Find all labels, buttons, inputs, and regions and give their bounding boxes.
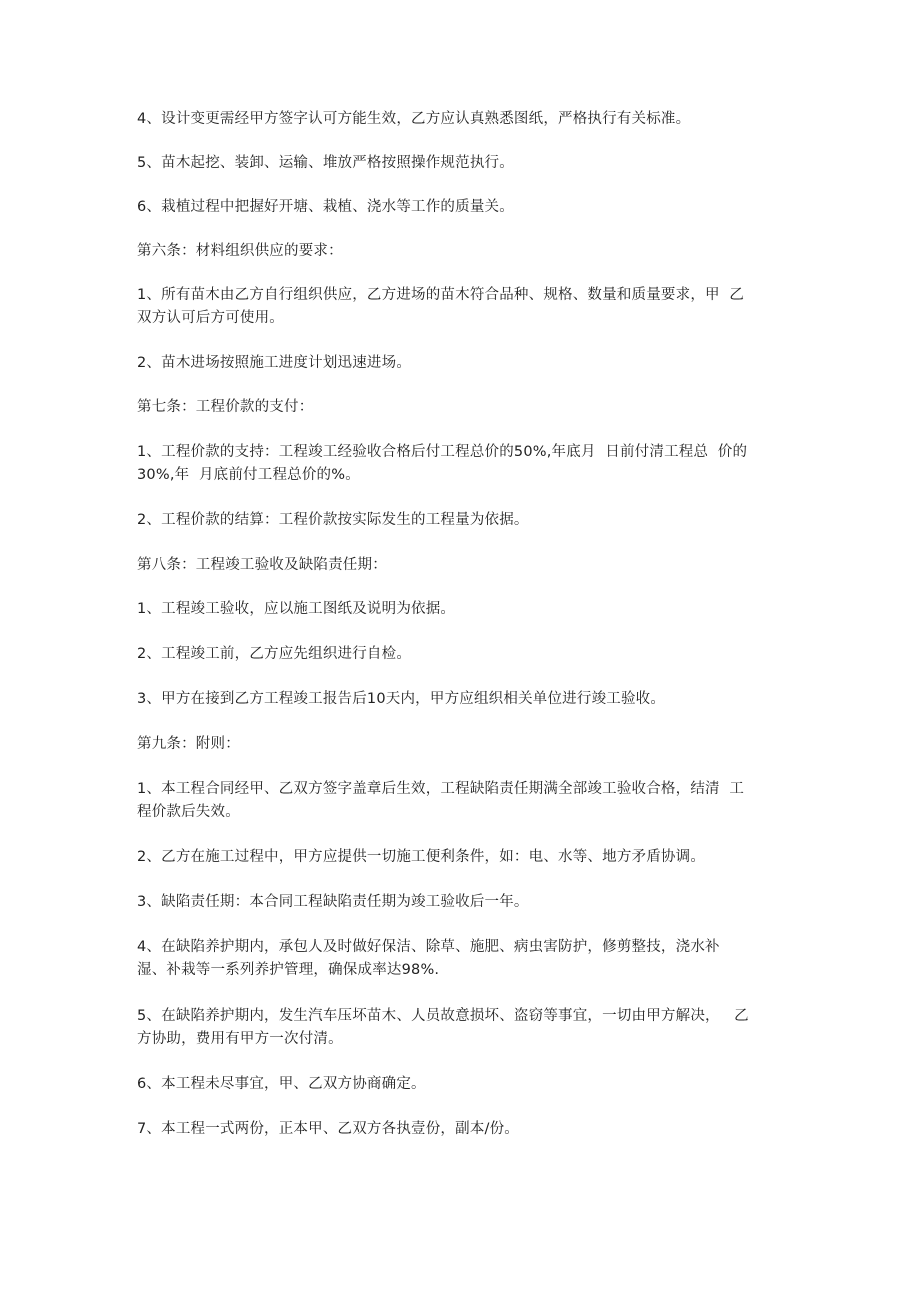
paragraph-clause-7-item-2	[137, 509, 777, 532]
text-line: 1、本工程合同经甲、乙双方签字盖章后生效，工程缺陷责任期满全部竣工验收合格，结清 工	[137, 781, 745, 797]
text-line: 第七条：工程价款的支付：	[137, 399, 314, 415]
text-line: 6、本工程未尽事宜，甲、乙双方协商确定。	[137, 1076, 426, 1092]
paragraph-clause-6-item-1	[137, 284, 777, 330]
text-line: 1、工程竣工验收，应以施工图纸及说明为依据。	[137, 601, 456, 617]
text-line: 1、工程价款的支持：工程竣工经验收合格后付工程总价的50%,年底月 日前付清工程总 价的	[137, 444, 748, 460]
text-line: 1、所有苗木由乙方自行组织供应，乙方进场的苗木符合品种、规格、数量和质量要求，甲 乙	[137, 287, 745, 303]
text-line: 3、缺陷责任期：本合同工程缺陷责任期为竣工验收后一年。	[137, 894, 529, 910]
paragraph-clause-9-item-1	[137, 778, 777, 824]
text-line: 方协助，费用有甲方一次付清。	[137, 1031, 343, 1047]
paragraph-clause-9-item-7	[137, 1118, 777, 1141]
paragraph-clause-7-item-1	[137, 441, 777, 487]
paragraph-clause-8-item-2	[137, 643, 777, 666]
text-line: 3、甲方在接到乙方工程竣工报告后10天内，甲方应组织相关单位进行竣工验收。	[137, 691, 666, 707]
text-line: 湿、补栽等一系列养护管理，确保成率达98%.	[137, 962, 440, 978]
paragraph-clause-9-item-4	[137, 936, 777, 982]
paragraph-clause-8-item-3	[137, 688, 777, 711]
text-line: 7、本工程一式两份，正本甲、乙双方各执壹份，副本/份。	[137, 1121, 520, 1137]
paragraph-clause-9-item-5	[137, 1005, 777, 1051]
section-heading-clause-6	[137, 240, 777, 263]
section-heading-clause-7	[137, 396, 777, 419]
paragraph-clause-5-item-6	[137, 196, 777, 219]
paragraph-clause-8-item-1	[137, 598, 777, 621]
paragraph-clause-9-item-2	[137, 846, 777, 869]
text-line: 30%,年 月底前付工程总价的%。	[137, 467, 360, 483]
text-line: 2、工程竣工前，乙方应先组织进行自检。	[137, 646, 412, 662]
paragraph-clause-9-item-6	[137, 1073, 777, 1096]
section-heading-clause-8	[137, 554, 777, 577]
paragraph-clause-6-item-2	[137, 352, 777, 375]
text-line: 程价款后失效。	[137, 804, 240, 820]
paragraph-clause-5-item-4	[137, 108, 777, 131]
paragraph-clause-5-item-5	[137, 152, 777, 175]
paragraph-clause-9-item-3	[137, 891, 777, 914]
text-line: 6、栽植过程中把握好开塘、栽植、浇水等工作的质量关。	[137, 199, 514, 215]
text-line: 5、在缺陷养护期内，发生汽车压坏苗木、人员故意损坏、盗窃等事宜，一切由甲方解决， 乙	[137, 1008, 749, 1024]
text-line: 双方认可后方可使用。	[137, 310, 284, 326]
text-line: 第九条：附则：	[137, 736, 240, 752]
text-line: 2、乙方在施工过程中，甲方应提供一切施工便利条件，如：电、水等、地方矛盾协调。	[137, 849, 706, 865]
text-line: 4、设计变更需经甲方签字认可方能生效，乙方应认真熟悉图纸，严格执行有关标准。	[137, 111, 691, 127]
text-line: 第八条：工程竣工验收及缺陷责任期：	[137, 557, 387, 573]
text-line: 5、苗木起挖、装卸、运输、堆放严格按照操作规范执行。	[137, 155, 514, 171]
text-line: 4、在缺陷养护期内，承包人及时做好保洁、除草、施肥、病虫害防护，修剪整技，浇水补	[137, 939, 720, 955]
section-heading-clause-9	[137, 733, 777, 756]
text-line: 2、苗木进场按照施工进度计划迅速进场。	[137, 355, 412, 371]
text-line: 第六条：材料组织供应的要求：	[137, 243, 343, 259]
text-line: 2、工程价款的结算：工程价款按实际发生的工程量为依据。	[137, 512, 529, 528]
